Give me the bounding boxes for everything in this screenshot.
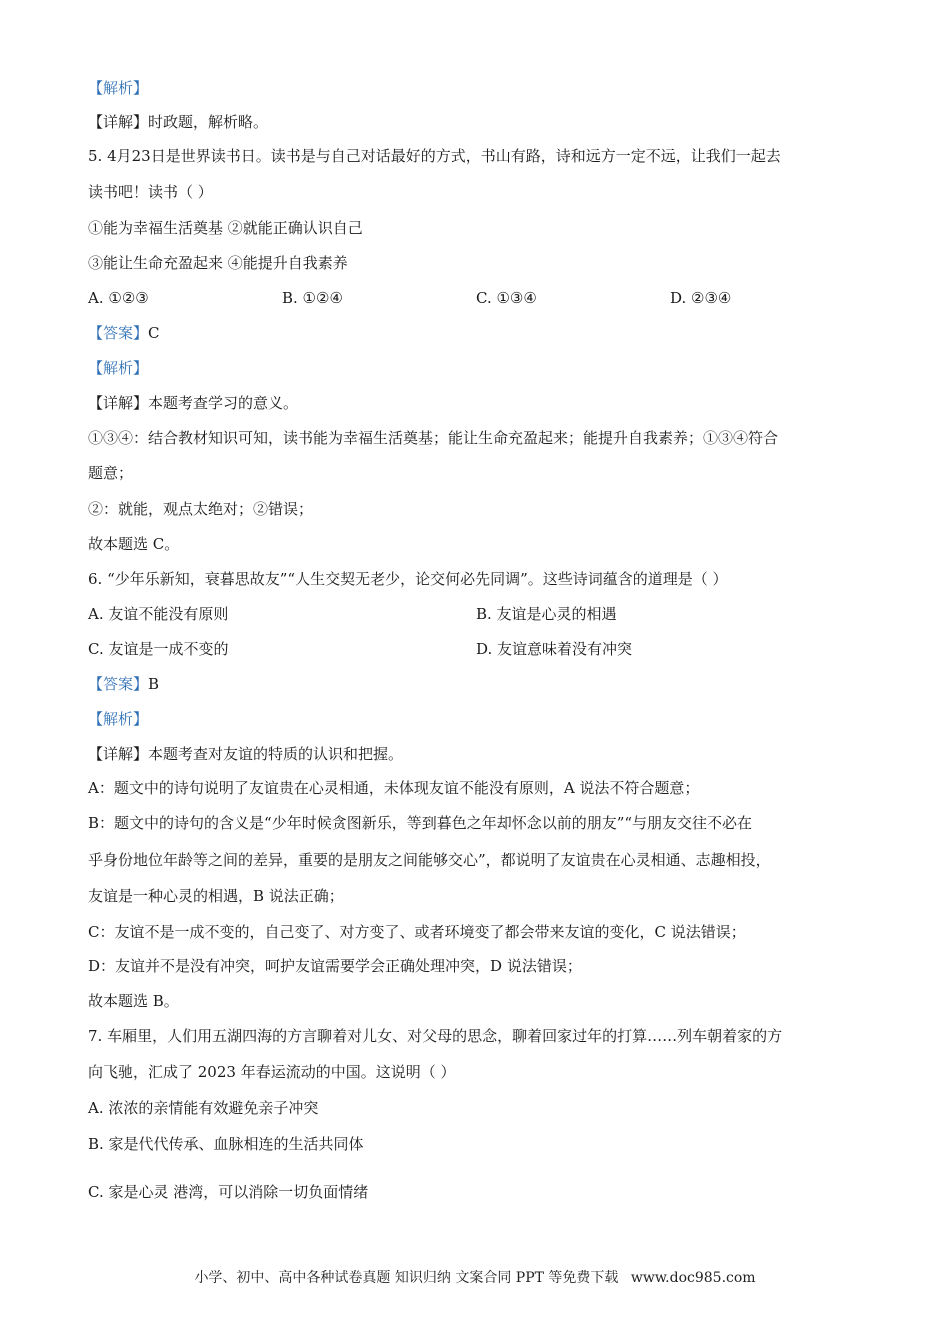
q7-stem-line1: 7. 车厢里，人们用五湖四海的方言聊着对儿女、对父母的思念，聊着回家过年的打算……列车朝着家的方 <box>88 1027 783 1045</box>
footer-text: 小学、初中、高中各种试卷真题 知识归纳 文案合同 PPT 等免费下载 <box>194 1270 619 1286</box>
detail-tag: 【详解】 <box>88 113 149 131</box>
detail-tag: 【详解】 <box>88 394 149 412</box>
q6-detail-line <box>88 744 403 764</box>
q6-answer: B <box>148 675 160 693</box>
detail-tag: 【详解】 <box>88 745 149 763</box>
q5-explain1-line2: 题意； <box>88 464 134 482</box>
q6-explain-a: A：题文中的诗句说明了友谊贵在心灵相通，未体现友谊不能没有原则，A 说法不符合题意； <box>88 779 700 797</box>
q5-analysis-tag: 【解析】 <box>88 359 149 377</box>
q5-answer-line <box>88 323 160 343</box>
q5-explain2: ②：就能，观点太绝对；②错误； <box>88 500 314 518</box>
q6-detail: 本题考查对友谊的特质的认识和把握。 <box>148 745 404 763</box>
answer-tag: 【答案】 <box>88 675 149 693</box>
q5-option-a: A. ①②③ <box>88 289 149 307</box>
q6-option-c: C. 友谊是一成不变的 <box>88 640 229 658</box>
q5-conclusion: 故本题选 C。 <box>88 535 180 553</box>
q5-option-b: B. ①②④ <box>282 289 343 307</box>
analysis-tag: 【解析】 <box>88 79 149 97</box>
q7-option-c: C. 家是心灵 港湾，可以消除一切负面情绪 <box>88 1183 369 1201</box>
q6-explain-b-line2: 乎身份地位年龄等之间的差异，重要的是朋友之间能够交心”，都说明了友谊贵在心灵相通、志趣相投， <box>88 851 771 869</box>
detail-text: 时政题，解析略。 <box>148 113 269 131</box>
q6-explain-b-line3: 友谊是一种心灵的相遇，B 说法正确； <box>88 887 344 905</box>
detail-line <box>88 112 268 132</box>
q5-detail-line <box>88 393 298 413</box>
q5-statement1: ①能为幸福生活奠基 ②就能正确认识自己 <box>88 219 363 237</box>
page-footer <box>0 1268 950 1288</box>
q6-option-d: D. 友谊意味着没有冲突 <box>476 640 633 658</box>
q7-option-a: A. 浓浓的亲情能有效避免亲子冲突 <box>88 1099 319 1117</box>
q5-option-c: C. ①③④ <box>476 289 537 307</box>
q6-option-a: A. 友谊不能没有原则 <box>88 605 229 623</box>
q5-answer: C <box>148 324 160 342</box>
q6-option-b: B. 友谊是心灵的相遇 <box>476 605 617 623</box>
footer-url[interactable]: www.doc985.com <box>630 1270 756 1286</box>
q5-statement2: ③能让生命充盈起来 ④能提升自我素养 <box>88 254 348 272</box>
q5-stem-line2: 读书吧！读书（ ） <box>88 183 213 201</box>
q6-conclusion: 故本题选 B。 <box>88 992 179 1010</box>
q7-option-b: B. 家是代代传承、血脉相连的生活共同体 <box>88 1135 364 1153</box>
q5-option-d: D. ②③④ <box>670 289 732 307</box>
q5-stem-line1: 5. 4月23日是世界读书日。读书是与自己对话最好的方式，书山有路，诗和远方一定不远，让我们一起去 <box>88 147 781 165</box>
q5-explain1-line1: ①③④：结合教材知识可知，读书能为幸福生活奠基；能让生命充盈起来；能提升自我素养；①③④符合 <box>88 429 779 447</box>
q6-explain-c: C：友谊不是一成不变的，自己变了、对方变了、或者环境变了都会带来友谊的变化，C 说法错误； <box>88 923 746 941</box>
q6-stem: 6. “少年乐新知，衰暮思故友”“人生交契无老少，论交何必先同调”。这些诗词蕴含的道理是（ ） <box>88 570 728 588</box>
q6-answer-line <box>88 674 159 694</box>
q6-explain-b-line1: B：题文中的诗句的含义是“少年时候贪图新乐，等到暮色之年却怀念以前的朋友”“与朋友交往不必在 <box>88 814 753 832</box>
q5-detail: 本题考查学习的意义。 <box>148 394 299 412</box>
answer-tag: 【答案】 <box>88 324 149 342</box>
q7-stem-line2: 向飞驰，汇成了 2023 年春运流动的中国。这说明（ ） <box>88 1063 456 1081</box>
q6-analysis-tag: 【解析】 <box>88 710 149 728</box>
q6-explain-d: D：友谊并不是没有冲突，呵护友谊需要学会正确处理冲突，D 说法错误； <box>88 957 582 975</box>
